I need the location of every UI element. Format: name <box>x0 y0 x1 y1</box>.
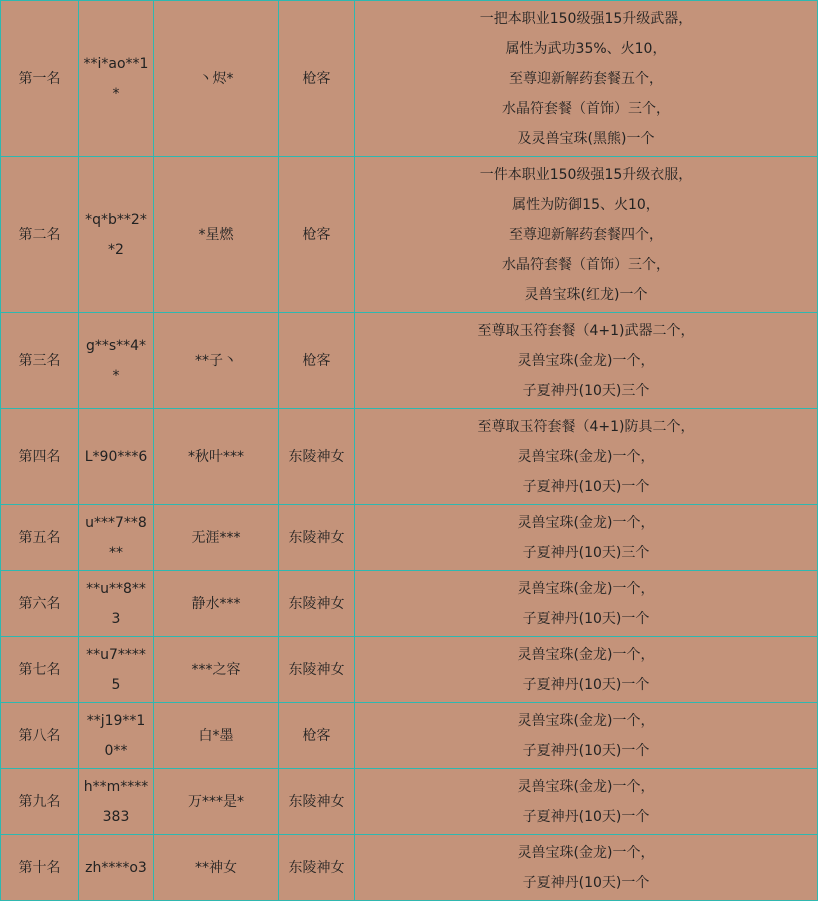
reward-line: 子夏神丹(10天)三个 <box>522 382 650 399</box>
class-cell: 枪客 <box>279 313 355 409</box>
character-name-cell: *秋叶*** <box>154 409 279 505</box>
reward-line: 灵兽宝珠(金龙)一个， <box>517 448 655 465</box>
ranking-table-body <box>1 1 818 901</box>
character-name-cell: 静水*** <box>154 571 279 637</box>
rank-cell: 第二名 <box>1 157 79 313</box>
class-cell: 东陵神女 <box>279 505 355 571</box>
reward-line: 子夏神丹(10天)一个 <box>522 610 650 627</box>
reward-line: 子夏神丹(10天)一个 <box>522 808 650 825</box>
table-row <box>1 157 818 313</box>
table-row <box>1 313 818 409</box>
class-cell: 枪客 <box>279 157 355 313</box>
character-name-cell: *星燃 <box>154 157 279 313</box>
reward-cell <box>355 313 818 409</box>
reward-cell <box>355 505 818 571</box>
account-cell: **u7****5 <box>79 637 154 703</box>
rank-cell: 第五名 <box>1 505 79 571</box>
reward-line: 灵兽宝珠(金龙)一个， <box>517 580 655 597</box>
rank-cell: 第一名 <box>1 1 79 157</box>
reward-line: 灵兽宝珠(红龙)一个 <box>524 286 648 303</box>
table-row <box>1 637 818 703</box>
reward-line: 水晶符套餐（首饰）三个， <box>502 256 670 273</box>
character-name-cell: ***之容 <box>154 637 279 703</box>
reward-line: 至尊取玉符套餐（4+1)防具二个， <box>477 418 695 435</box>
table-row <box>1 571 818 637</box>
table-row <box>1 769 818 835</box>
character-name-cell: **子丶 <box>154 313 279 409</box>
reward-line: 子夏神丹(10天)一个 <box>522 874 650 891</box>
account-cell: zh****o3 <box>79 835 154 901</box>
reward-line: 灵兽宝珠(金龙)一个， <box>517 646 655 663</box>
account-cell: L*90***6 <box>79 409 154 505</box>
account-cell: **j19**10** <box>79 703 154 769</box>
reward-cell <box>355 703 818 769</box>
reward-line: 至尊迎新解药套餐五个， <box>509 70 663 87</box>
character-name-cell: 丶烬* <box>154 1 279 157</box>
class-cell: 东陵神女 <box>279 835 355 901</box>
class-cell: 东陵神女 <box>279 769 355 835</box>
rank-cell: 第十名 <box>1 835 79 901</box>
reward-line: 属性为防御15、火10， <box>512 196 660 213</box>
reward-cell <box>355 571 818 637</box>
reward-line: 灵兽宝珠(金龙)一个， <box>517 778 655 795</box>
class-cell: 东陵神女 <box>279 409 355 505</box>
reward-line: 子夏神丹(10天)一个 <box>522 742 650 759</box>
account-cell: *q*b**2**2 <box>79 157 154 313</box>
reward-line: 子夏神丹(10天)一个 <box>522 478 650 495</box>
reward-cell <box>355 409 818 505</box>
reward-line: 至尊迎新解药套餐四个， <box>509 226 663 243</box>
rank-cell: 第八名 <box>1 703 79 769</box>
account-cell: **i*ao**1* <box>79 1 154 157</box>
reward-line: 属性为武功35%、火10， <box>505 40 667 57</box>
table-row <box>1 505 818 571</box>
reward-line: 一把本职业150级强15升级武器， <box>479 10 693 27</box>
class-cell: 枪客 <box>279 1 355 157</box>
reward-line: 灵兽宝珠(金龙)一个， <box>517 514 655 531</box>
reward-line: 至尊取玉符套餐（4+1)武器二个， <box>477 322 695 339</box>
character-name-cell: 无涯*** <box>154 505 279 571</box>
table-row <box>1 1 818 157</box>
reward-cell <box>355 157 818 313</box>
reward-line: 及灵兽宝珠(黑熊)一个 <box>517 130 655 147</box>
reward-line: 一件本职业150级强15升级衣服， <box>479 166 693 183</box>
account-cell: h**m****383 <box>79 769 154 835</box>
reward-cell <box>355 1 818 157</box>
table-row <box>1 703 818 769</box>
class-cell: 枪客 <box>279 703 355 769</box>
character-name-cell: 白*墨 <box>154 703 279 769</box>
character-name-cell: 万***是* <box>154 769 279 835</box>
rank-cell: 第九名 <box>1 769 79 835</box>
reward-line: 子夏神丹(10天)一个 <box>522 676 650 693</box>
reward-line: 水晶符套餐（首饰）三个， <box>502 100 670 117</box>
account-cell: u***7**8** <box>79 505 154 571</box>
account-cell: g**s**4** <box>79 313 154 409</box>
account-cell: **u**8**3 <box>79 571 154 637</box>
reward-cell <box>355 769 818 835</box>
reward-cell <box>355 835 818 901</box>
table-row <box>1 409 818 505</box>
class-cell: 东陵神女 <box>279 571 355 637</box>
reward-line: 灵兽宝珠(金龙)一个， <box>517 712 655 729</box>
class-cell: 东陵神女 <box>279 637 355 703</box>
rank-cell: 第六名 <box>1 571 79 637</box>
rank-cell: 第七名 <box>1 637 79 703</box>
reward-line: 灵兽宝珠(金龙)一个， <box>517 844 655 861</box>
reward-line: 灵兽宝珠(金龙)一个， <box>517 352 655 369</box>
reward-cell <box>355 637 818 703</box>
character-name-cell: **神女 <box>154 835 279 901</box>
rank-cell: 第三名 <box>1 313 79 409</box>
reward-line: 子夏神丹(10天)三个 <box>522 544 650 561</box>
table-row <box>1 835 818 901</box>
rank-cell: 第四名 <box>1 409 79 505</box>
